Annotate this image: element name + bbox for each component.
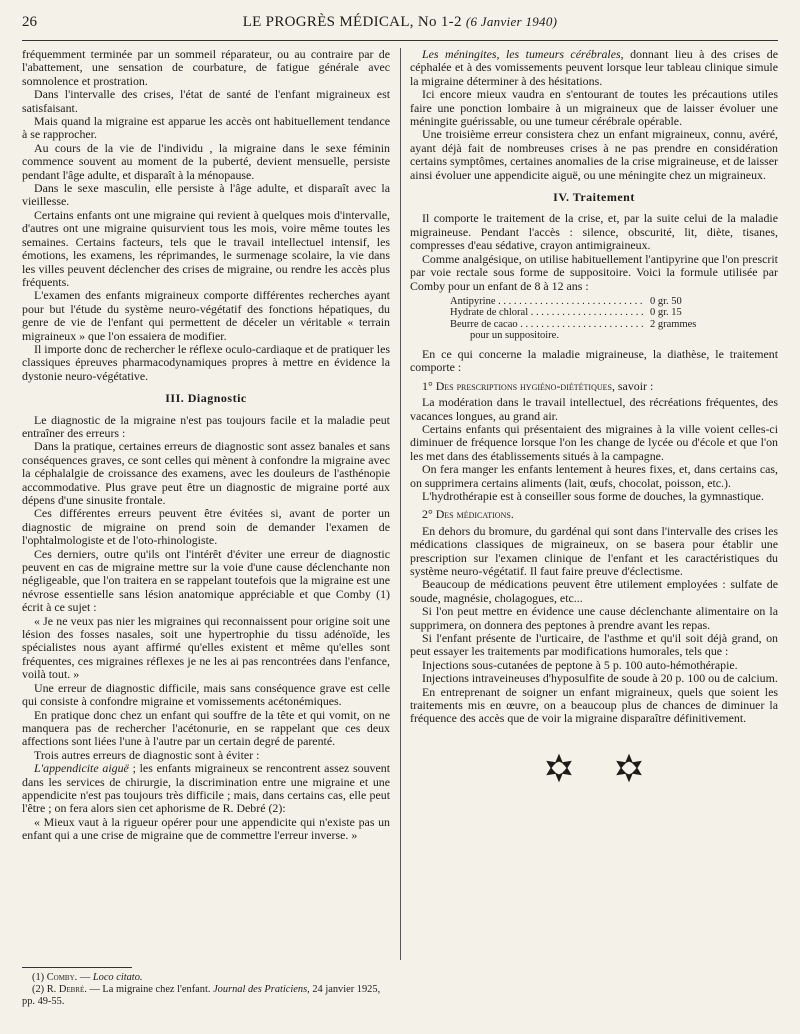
column-divider [400,48,401,960]
running-title [62,14,738,31]
paragraph: Si l'on peut mettre en évidence une cause déclenchante alimentaire on la supprimera, on donnera des peptones à prendre avant les repas. [410,604,778,632]
paragraph: Dans la pratique, certaines erreurs de diagnostic sont assez banales et sans conséquences graves, ce sont celles qui mènent à confondre la migraine avec la céphalalgie de croissance des examens, avec les douleurs de l'asthénopie accommodative. Plus grave peut être un diagnostic de migraine porté aux dépens d'une sinusite frontale. [22,439,390,507]
paragraph: Injections sous-cutanées de peptone à 5 p. 100 auto-hémothérapie. [422,657,738,672]
paragraph: Une erreur de diagnostic difficile, mais sans conséquence grave est celle qui consiste à confondre migraine et vomissements acétonémiques. [22,680,390,709]
footnotes [22,972,390,1007]
paragraph: En ce qui concerne la maladie migraineuse, la diathèse, le traitement comporte : [410,346,778,375]
paragraph: Certains enfants qui présentaient des migraines à la ville voient celles-ci diminuer de fréquence lorsque l'on les change de lycée ou d'école et que l'on les met dans des établissements situés à la campagne. [410,421,778,463]
paragraph: fréquemment terminée par un sommeil réparateur, ou au contraire par de l'abattement, une sensation de courbature, de fatigue générale avec somnolence et prostration. [22,48,390,88]
paragraph: La modération dans le travail intellectuel, des récréations fréquentes, des vacances longues, au grand air. [410,395,778,423]
page-number: 26 [22,14,37,30]
paragraph: Comme analgésique, on utilise habituellement l'antipyrine que l'on prescrit par voie rectale sous forme de suppositoire. Voici la formule utilisée par Comby pour un enfant de 8 à 12 ans : [410,251,778,293]
page-header [22,14,778,36]
footnote-rule [22,967,132,968]
paragraph: Les méningites, les tumeurs cérébrales, donnant lieu à des crises de céphalée et à des vomissements peuvent lorsque leur tableau clinique simule la migraine déterminer à des hésitations. [410,48,778,88]
section-heading-traitement: IV. Traitement [553,190,635,205]
journal-title: LE PROGRÈS MÉDICAL, No 1-2 [242,14,462,30]
formula-line [450,319,720,331]
paragraph: On fera manger les enfants lentement à heures fixes, et, dans certains cas, on supprimera certains aliments (lait, œufs, chocolat, poisson, etc.). [410,462,778,490]
end-ornaments [410,752,778,784]
subheading-medications: 2° Des médications. [422,507,514,522]
paragraph: Dans le sexe masculin, elle persiste à l'âge adulte, et disparaît avec la vieillesse. [22,181,390,209]
paragraph: Dans l'intervalle des crises, l'état de santé de l'enfant migraineux est satisfaisant. [22,87,390,115]
paragraph: Il importe donc de rechercher le réflexe oculo-cardiaque et de pratiquer les classiques épreuves pharmacodynamiques propres à mettre en évidence la dystonie neuro-végétative. [22,341,390,383]
star-ornament-icon [613,752,645,784]
paragraph: Mais quand la migraine est apparue les accès ont habituellement tendance à se rapprocher. [22,114,390,142]
paragraph: Au cours de la vie de l'individu , la migraine dans le sexe féminin commence souvent au moment de la puberté, devient mensuelle, persiste pendant l'âge adulte, et disparaît à la ménopause. [22,140,390,182]
paragraph: Beaucoup de médications peuvent être utilement employées : sulfate de soude, magnésie, cholagogues, etc... [410,577,778,605]
issue-date: (6 Janvier 1940) [465,14,558,29]
paragraph: En dehors du bromure, du gardénal qui sont dans l'intervalle des crises les médications classiques de migraineux, on se basera pour établir une prescription sur l'examen clinique de l'enfant et les caractéristiques du système neuro-végétatif. Il faut faire preuve d'éclectisme. [410,523,778,578]
formula-line [450,296,720,308]
footnote-2: (2) R. Debré. — La migraine chez l'enfant. Journal des Praticiens, 24 janvier 1925, pp. 49-55. [22,983,381,1007]
section-heading-diagnostic: III. Diagnostic [165,391,247,406]
ingredient: Hydrate de chloral . . . [450,307,644,319]
star-ornament-icon [543,752,575,784]
article-body [22,48,778,960]
paragraph: L'appendicite aiguë ; les enfants migraineux se rencontrent assez souvent dans les services de chirurgie, la discrimination entre une migraine et une appendicite n'est pas toujours très difficile ; mais, dans certains cas, elle peut l'être ; on fera alors sien cet aphorisme de R. Debré (2): [22,761,390,816]
paragraph: Injections intraveineuses d'hyposulfite de soude à 20 p. 100 ou de calcium. [422,671,778,686]
subheading-prescriptions: 1° Des prescriptions hygiéno-diététiques, savoir : [422,378,654,393]
formula-note: pour un suppositoire. [470,330,559,342]
quantity: 0 gr. 15 [644,307,720,319]
ingredient: Antipyrine . . . [450,296,644,308]
paragraph: Une troisième erreur consistera chez un enfant migraineux, connu, avéré, ayant déjà fait de nombreuses crises à ne pas prendre en considération certains symptômes, certaines anomalies de la crise migraineuse, et de laisser ainsi évoluer une appendicite aiguë, ou une méningite chez un migraineux. [410,127,778,182]
paragraph: Ces derniers, outre qu'ils ont l'intérêt d'éviter une erreur de diagnostic peuvent en cas de migraine mettre sur la voie d'une cause déclenchante non négligeable, que l'on traitera en se rappelant toutefois que la migraine est une névrose essentielle sans lésion anatomique appréciable et que Comby (1) écrit à ce sujet : [22,546,390,615]
paragraph: Trois autres erreurs de diagnostic sont à éviter : [34,747,260,762]
paragraph: En entreprenant de soigner un enfant migraineux, quels que soient les traitements mis en œuvre, on a beaucoup plus de chances de diminuer la fréquence des accès que de voir la migraine disparaître définitivement. [410,684,778,726]
header-rule [22,40,778,41]
footnote-1: (1) Comby. — Loco citato. [32,972,143,983]
paragraph: L'examen des enfants migraineux comporte différentes recherches ayant pour but l'étude du système neuro-végétatif des fonctions hépatiques, du genre de vie de l'enfant qui permettent de déceler un véritable « terrain migraineux » que l'on essaiera de modifier. [22,288,390,343]
italic-term: L'appendicite aiguë [34,761,129,776]
ingredient: Beurre de cacao . . . [450,319,644,331]
prescription-formula [450,296,778,342]
paragraph: Ici encore mieux vaudra en s'entourant de toutes les précautions utiles faire une ponction lombaire à un migraineux que de laisser évoluer une méningite guérissable, ou une tumeur cérébrale opérable. [410,87,778,129]
quantity: 0 gr. 50 [644,296,720,308]
paragraph: L'hydrothérapie est à conseiller sous forme de douches, la gymnastique. [422,488,764,503]
quotation: « Mieux vaut à la rigueur opérer pour une appendicite qui n'existe pas un enfant qui a une crise de migraine que de commettre l'erreur inverse. » [22,814,390,843]
quantity: 2 grammes [644,319,720,331]
paragraph: Le diagnostic de la migraine n'est pas toujours facile et la maladie peut entraîner des erreurs : [22,412,390,440]
paragraph: Certains enfants ont une migraine qui revient à quelques mois d'intervalle, d'autres ont une migraine quisurvient tous les mois, voire même toutes les semaines. Certains facteurs, tels que le travail intellectuel intensif, les émotions, les examens, les réprimandes, le surmenage scolaire, la vie dans les villes peuvent déclencher des crises de migraine, ou rendre les accès plus fréquents. [22,207,390,289]
paragraph: Si l'enfant présente de l'urticaire, de l'asthme et qu'il soit déjà grand, on peut essayer les traitements par modifications humorales, tels que : [410,631,778,659]
paragraph: En pratique donc chez un enfant qui souffre de la tête et qui vomit, on ne manquera pas de rechercher l'acétonurie, en se rappelant que ces deux affections sont liées l'une à l'autre par un certain degré de parenté. [22,707,390,749]
left-column [22,48,390,960]
right-column [410,48,778,960]
italic-term: Les méningites, les tumeurs cérébrales [422,48,621,61]
formula-line [450,307,720,319]
paragraph: Il comporte le traitement de la crise, et, par la suite celui de la maladie migraineuse. Pendant l'accès : silence, obscurité, lit, diète, tisanes, compresses d'eau sédative, crayon antimigraineux. [410,211,778,253]
paragraph: Ces différentes erreurs peuvent être évitées si, avant de porter un diagnostic de migraine on prend soin de demander l'examen de l'ophtalmologiste et de l'oto-rhinologiste. [22,506,390,548]
quotation: « Je ne veux pas nier les migraines qui reconnaissent pour origine soit une lésion des fosses nasales, soit une hypertrophie du tissu adénoïde, les spécialistes nous ayant affirmé qu'elles existent et même qu'elles sont fréquentes, ces migraines réflexes je ne les ai pas rencontrées dans l'enfance, voilà tout. » [22,613,390,682]
